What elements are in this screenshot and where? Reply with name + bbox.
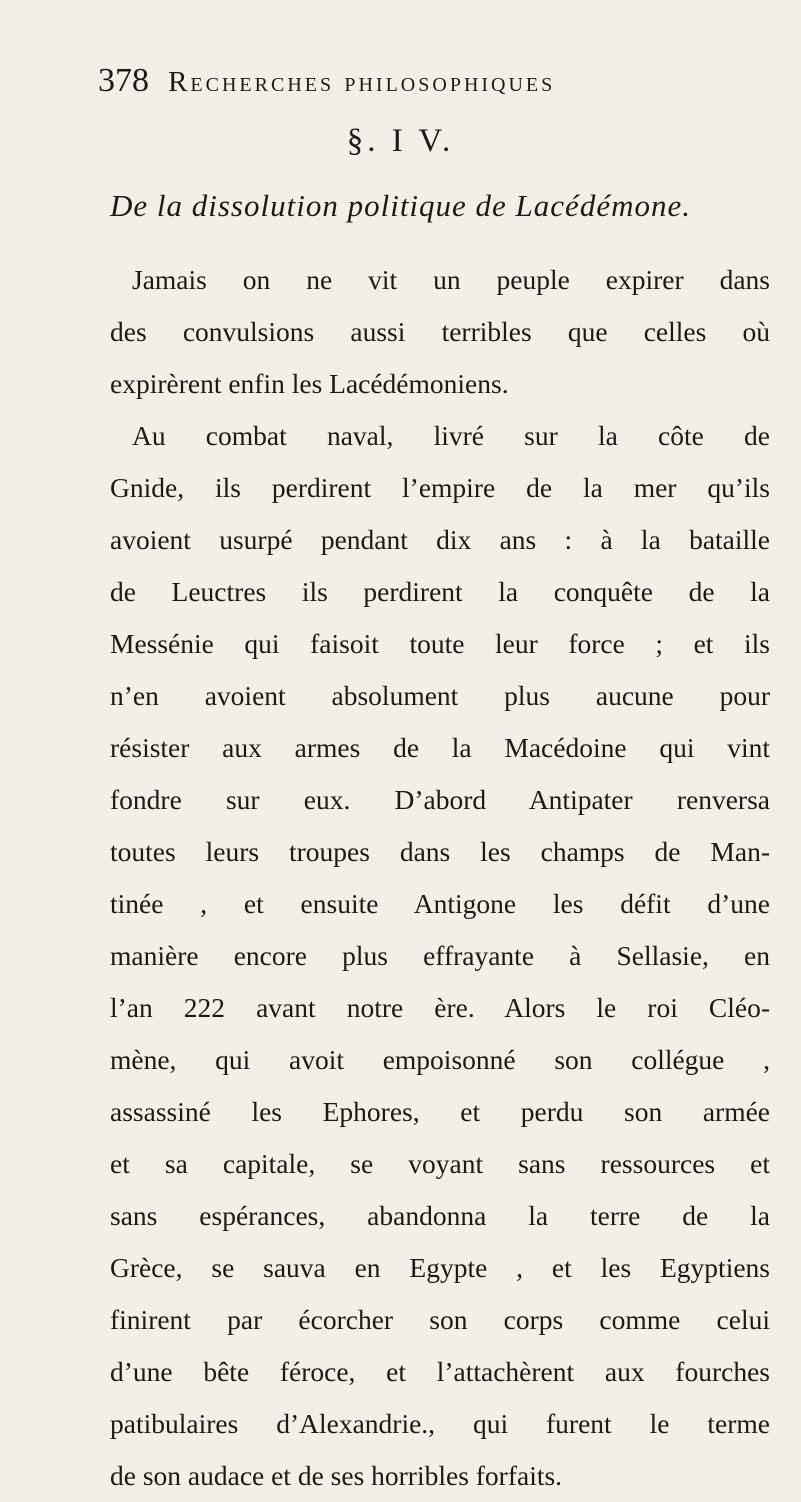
text-line: Au combat naval, livré sur la côte de [132, 420, 770, 451]
text-line: finirent par écorcher son corps comme celui [110, 1304, 770, 1335]
text-line: de Leuctres ils perdirent la conquête de la [110, 576, 770, 607]
text-line: et sa capitale, se voyant sans ressources et [110, 1148, 770, 1179]
text-line: toutes leurs troupes dans les champs de Man- [110, 836, 770, 867]
text-line: d’une bête féroce, et l’attachèrent aux fourches [110, 1356, 770, 1387]
text-line: mène, qui avoit empoisonné son collégue , [110, 1044, 770, 1075]
text-line: l’an 222 avant notre ère. Alors le roi Cléo- [110, 992, 770, 1023]
text-line: assassiné les Ephores, et perdu son armée [110, 1096, 770, 1127]
text-line: de son audace et de ses horribles forfaits. [110, 1460, 563, 1491]
running-head [98, 62, 778, 112]
text-line: tinée , et ensuite Antigone les défit d’une [110, 888, 770, 919]
section-number: §. I V. [346, 123, 455, 159]
text-line: avoient usurpé pendant dix ans : à la bataille [110, 524, 770, 555]
running-head-title: Recherches philosophiques [168, 66, 556, 98]
text-line: manière encore plus effrayante à Sellasie, en [110, 940, 770, 971]
text-line: expirèrent enfin les Lacédémoniens. [110, 368, 509, 399]
text-line: Gnide, ils perdirent l’empire de la mer qu’ils [110, 472, 770, 503]
text-line: des convulsions aussi terribles que celles où [110, 316, 770, 347]
text-line: Jamais on ne vit un peuple expirer dans [132, 264, 770, 295]
text-line: résister aux armes de la Macédoine qui vint [110, 732, 770, 763]
text-line: n’en avoient absolument plus aucune pour [110, 680, 770, 711]
text-line: Grèce, se sauva en Egypte , et les Egyptiens [110, 1252, 770, 1283]
text-line: Messénie qui faisoit toute leur force ; et ils [110, 628, 770, 659]
page-number: 378 [98, 62, 149, 99]
text-line: sans espérances, abandonna la terre de la [110, 1200, 770, 1231]
text-line: patibulaires d’Alexandrie., qui furent le terme [110, 1408, 770, 1439]
body-text [110, 254, 770, 1502]
text-line: fondre sur eux. D’abord Antipater renversa [110, 784, 770, 815]
section-title: De la dissolution politique de Lacédémone. [110, 188, 691, 223]
